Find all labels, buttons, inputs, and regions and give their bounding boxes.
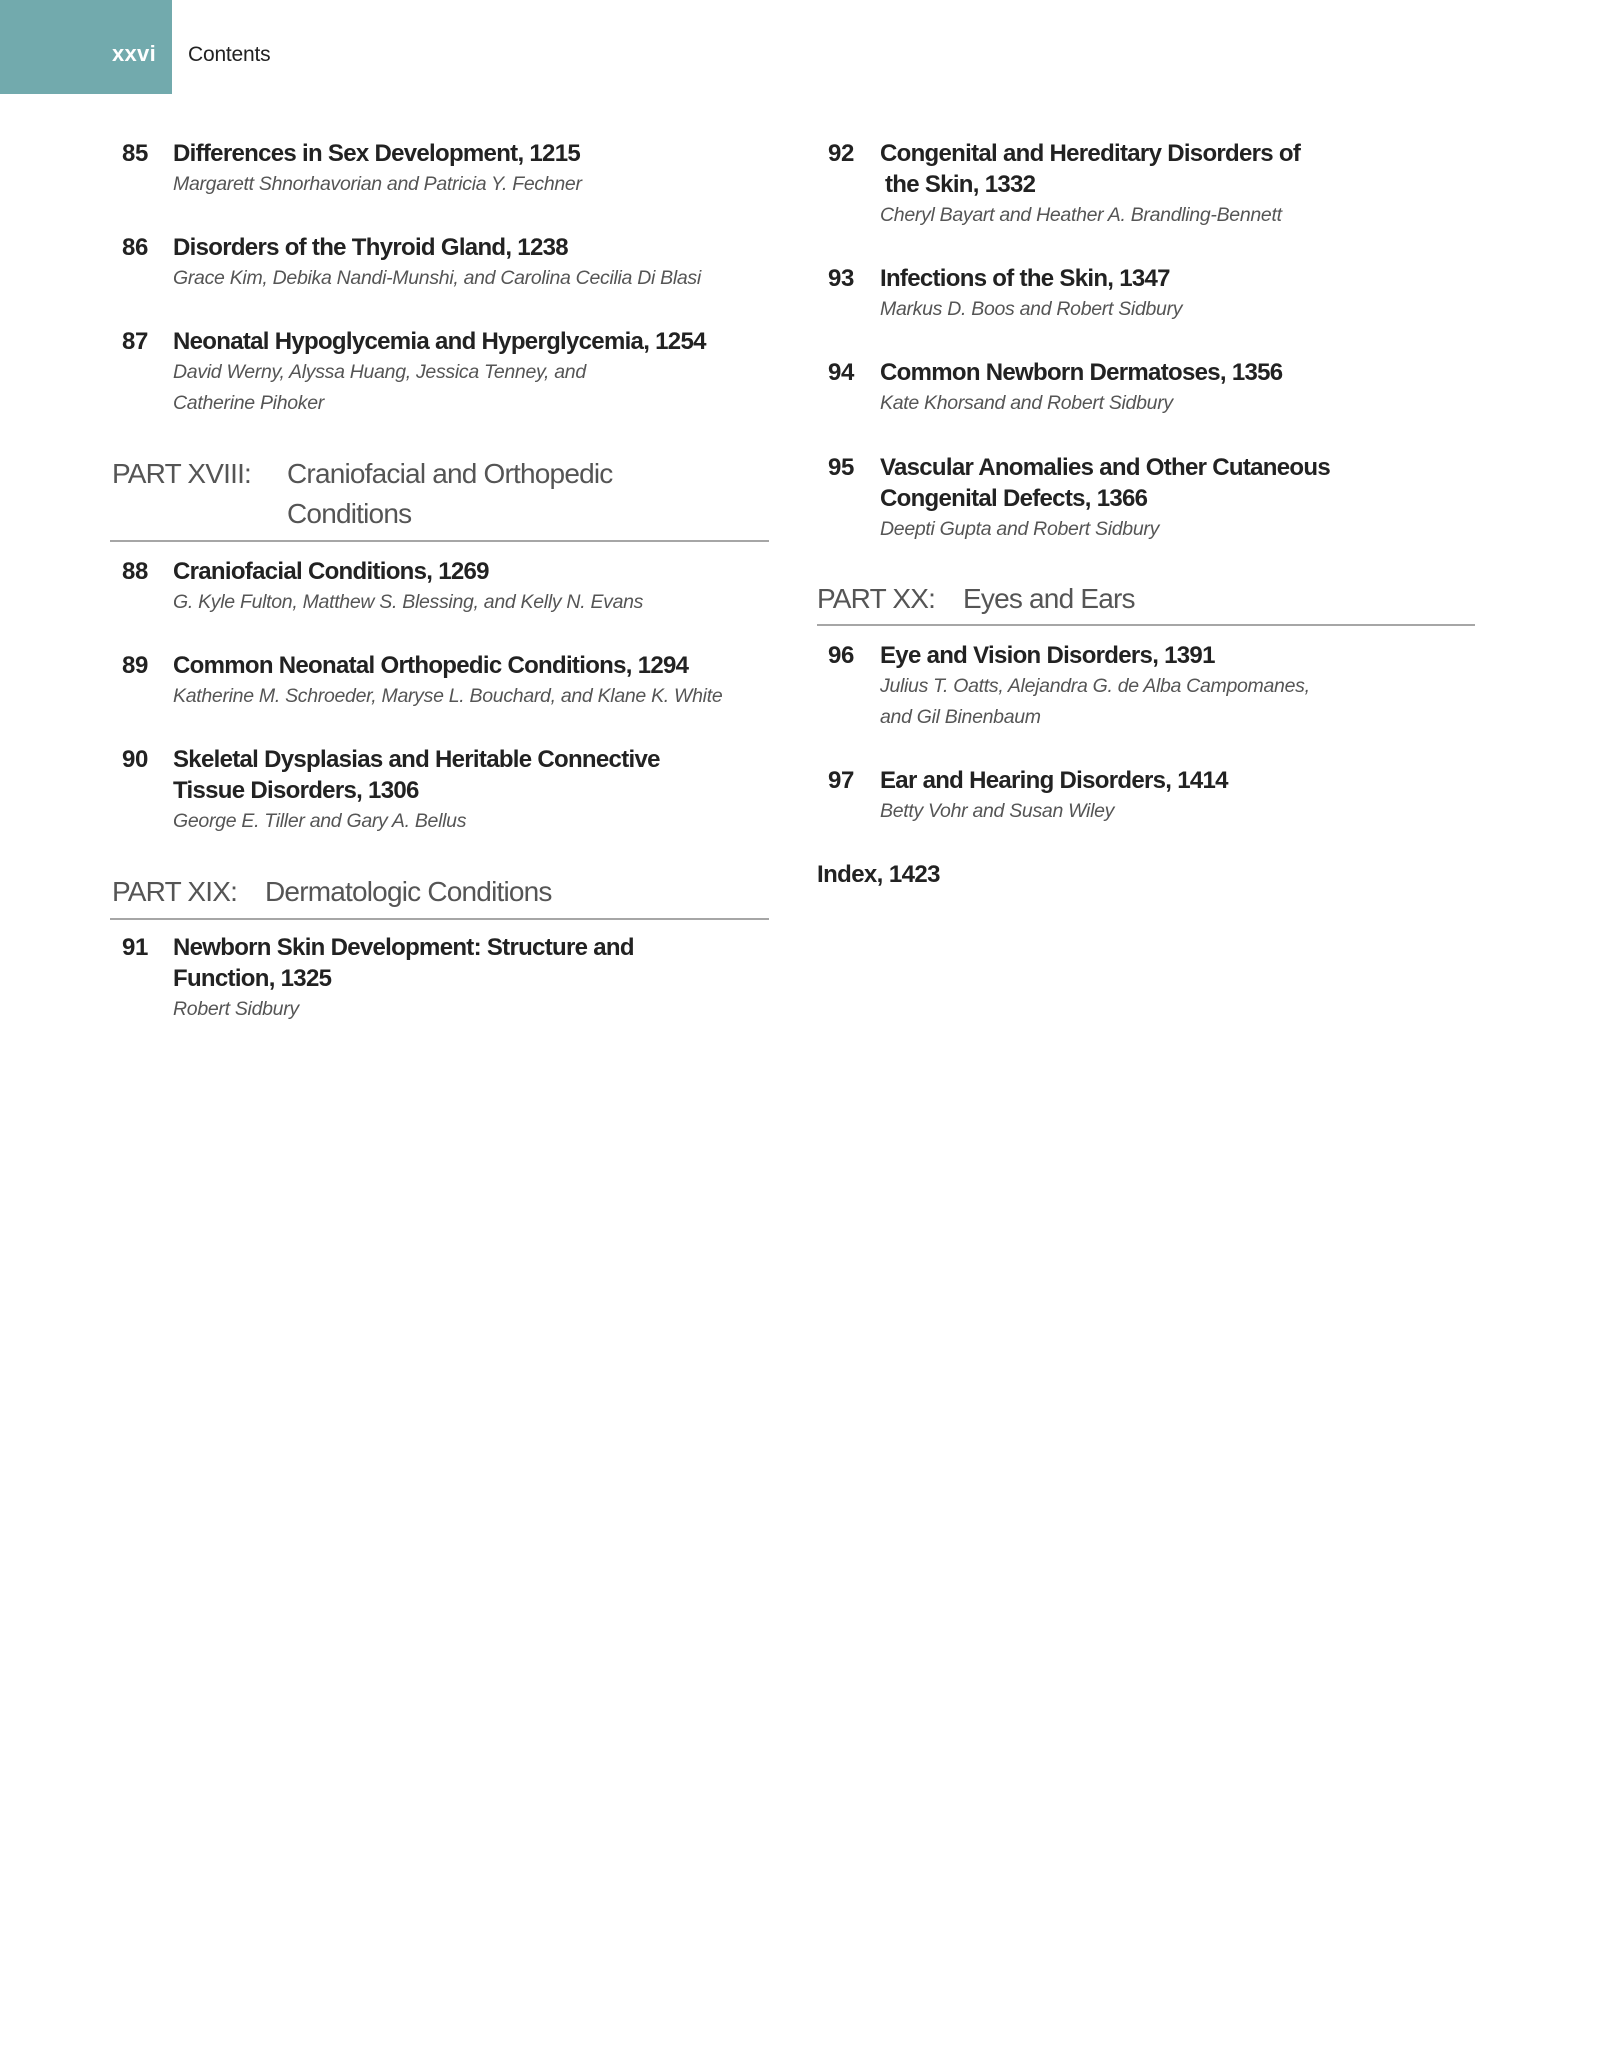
- part-title-line: Dermatologic Conditions: [265, 876, 552, 907]
- authors-line: Cheryl Bayart and Heather A. Brandling-Bennett: [880, 204, 1282, 226]
- page-number-tab: [0, 0, 172, 94]
- chapter-number: 90: [122, 746, 149, 773]
- running-header: Contents: [188, 43, 271, 66]
- chapter-title: [173, 556, 489, 587]
- chapter-title-line: Differences in Sex Development, 1215: [173, 140, 580, 167]
- authors-line: G. Kyle Fulton, Matthew S. Blessing, and Kelly N. Evans: [173, 591, 644, 613]
- chapter-title-line: Eye and Vision Disorders, 1391: [880, 642, 1215, 669]
- chapter-authors: [880, 294, 1182, 325]
- part-heading-xix: [112, 872, 772, 912]
- part-divider: [817, 624, 1475, 626]
- part-heading-xviii: [112, 454, 772, 534]
- chapter-authors: [880, 200, 1282, 231]
- authors-line: Julius T. Oatts, Alejandra G. de Alba Campomanes,: [880, 675, 1310, 697]
- chapter-title: [880, 138, 1300, 200]
- chapter-number: 91: [122, 934, 149, 961]
- chapter-title-line: Infections of the Skin, 1347: [880, 265, 1170, 292]
- authors-line: Margarett Shnorhavorian and Patricia Y. Fechner: [173, 173, 582, 195]
- chapter-title-line: Function, 1325: [173, 965, 332, 992]
- chapter-title-line: the Skin, 1332: [885, 171, 1036, 198]
- chapter-authors: [173, 806, 466, 837]
- part-title-line: Eyes and Ears: [963, 583, 1135, 614]
- chapter-authors: [880, 671, 1310, 733]
- authors-line: Kate Khorsand and Robert Sidbury: [880, 392, 1173, 414]
- chapter-title-line: Congenital Defects, 1366: [880, 485, 1148, 512]
- chapter-title-line: Common Neonatal Orthopedic Conditions, 1294: [173, 652, 689, 679]
- chapter-title: [880, 357, 1282, 388]
- chapter-title-line: Vascular Anomalies and Other Cutaneous: [880, 454, 1330, 481]
- part-title-line: Conditions: [287, 498, 412, 529]
- chapter-title: [880, 263, 1170, 294]
- chapter-title-line: Craniofacial Conditions, 1269: [173, 558, 489, 585]
- chapter-title: [173, 138, 580, 169]
- chapter-number: 95: [828, 454, 855, 481]
- part-title: [265, 872, 552, 912]
- chapter-authors: [880, 388, 1173, 419]
- chapter-title: [173, 232, 568, 263]
- chapter-number: 85: [122, 140, 149, 167]
- chapter-title-line: Tissue Disorders, 1306: [173, 777, 419, 804]
- chapter-title: [173, 932, 634, 994]
- chapter-title-line: Neonatal Hypoglycemia and Hyperglycemia, 1254: [173, 328, 706, 355]
- part-divider: [110, 918, 769, 920]
- chapter-title: [880, 640, 1215, 671]
- chapter-title: [173, 326, 706, 357]
- chapter-title: [173, 650, 688, 681]
- chapter-number: 92: [828, 140, 855, 167]
- toc-entry-index[interactable]: Index, 1423: [817, 861, 940, 888]
- chapter-authors: [173, 357, 586, 419]
- authors-line: Markus D. Boos and Robert Sidbury: [880, 298, 1183, 320]
- part-label: PART XIX:: [112, 876, 238, 907]
- chapter-title: [173, 744, 660, 806]
- chapter-authors: [173, 681, 722, 712]
- authors-line: Catherine Pihoker: [173, 392, 324, 414]
- part-title-line: Craniofacial and Orthopedic: [287, 458, 613, 489]
- chapter-title-line: Newborn Skin Development: Structure and: [173, 934, 634, 961]
- chapter-authors: [880, 514, 1159, 545]
- chapter-number: 96: [828, 642, 855, 669]
- chapter-title-line: Congenital and Hereditary Disorders of: [880, 140, 1301, 167]
- part-title: [287, 454, 613, 534]
- chapter-number: 94: [828, 359, 855, 386]
- authors-line: Robert Sidbury: [173, 998, 299, 1020]
- chapter-number: 93: [828, 265, 855, 292]
- chapter-authors: [173, 994, 299, 1025]
- chapter-title-line: Skeletal Dysplasias and Heritable Connective: [173, 746, 660, 773]
- authors-line: David Werny, Alyssa Huang, Jessica Tenney, and: [173, 361, 586, 383]
- chapter-number: 97: [828, 767, 855, 794]
- chapter-number: 89: [122, 652, 149, 679]
- chapter-title: [880, 452, 1330, 514]
- authors-line: Deepti Gupta and Robert Sidbury: [880, 518, 1160, 540]
- chapter-title-line: Disorders of the Thyroid Gland, 1238: [173, 234, 568, 261]
- authors-line: George E. Tiller and Gary A. Bellus: [173, 810, 467, 832]
- authors-line: Betty Vohr and Susan Wiley: [880, 800, 1115, 822]
- part-title: [963, 579, 1135, 619]
- authors-line: Katherine M. Schroeder, Maryse L. Bouchard, and Klane K. White: [173, 685, 723, 707]
- chapter-number: 88: [122, 558, 149, 585]
- chapter-authors: [880, 796, 1114, 827]
- part-label: PART XX:: [817, 583, 936, 614]
- chapter-title-line: Ear and Hearing Disorders, 1414: [880, 767, 1228, 794]
- chapter-title: [880, 765, 1228, 796]
- part-label: PART XVIII:: [112, 458, 252, 489]
- authors-line: and Gil Binenbaum: [880, 706, 1041, 728]
- part-divider: [110, 540, 769, 542]
- chapter-title-line: Common Newborn Dermatoses, 1356: [880, 359, 1283, 386]
- chapter-number: 86: [122, 234, 149, 261]
- page-number: xxvi: [111, 41, 156, 66]
- authors-line: Grace Kim, Debika Nandi-Munshi, and Carolina Cecilia Di Blasi: [173, 267, 701, 289]
- part-heading-xx: [817, 579, 1477, 619]
- chapter-authors: [173, 169, 582, 200]
- chapter-authors: [173, 263, 701, 294]
- chapter-authors: [173, 587, 643, 618]
- chapter-number: 87: [122, 328, 149, 355]
